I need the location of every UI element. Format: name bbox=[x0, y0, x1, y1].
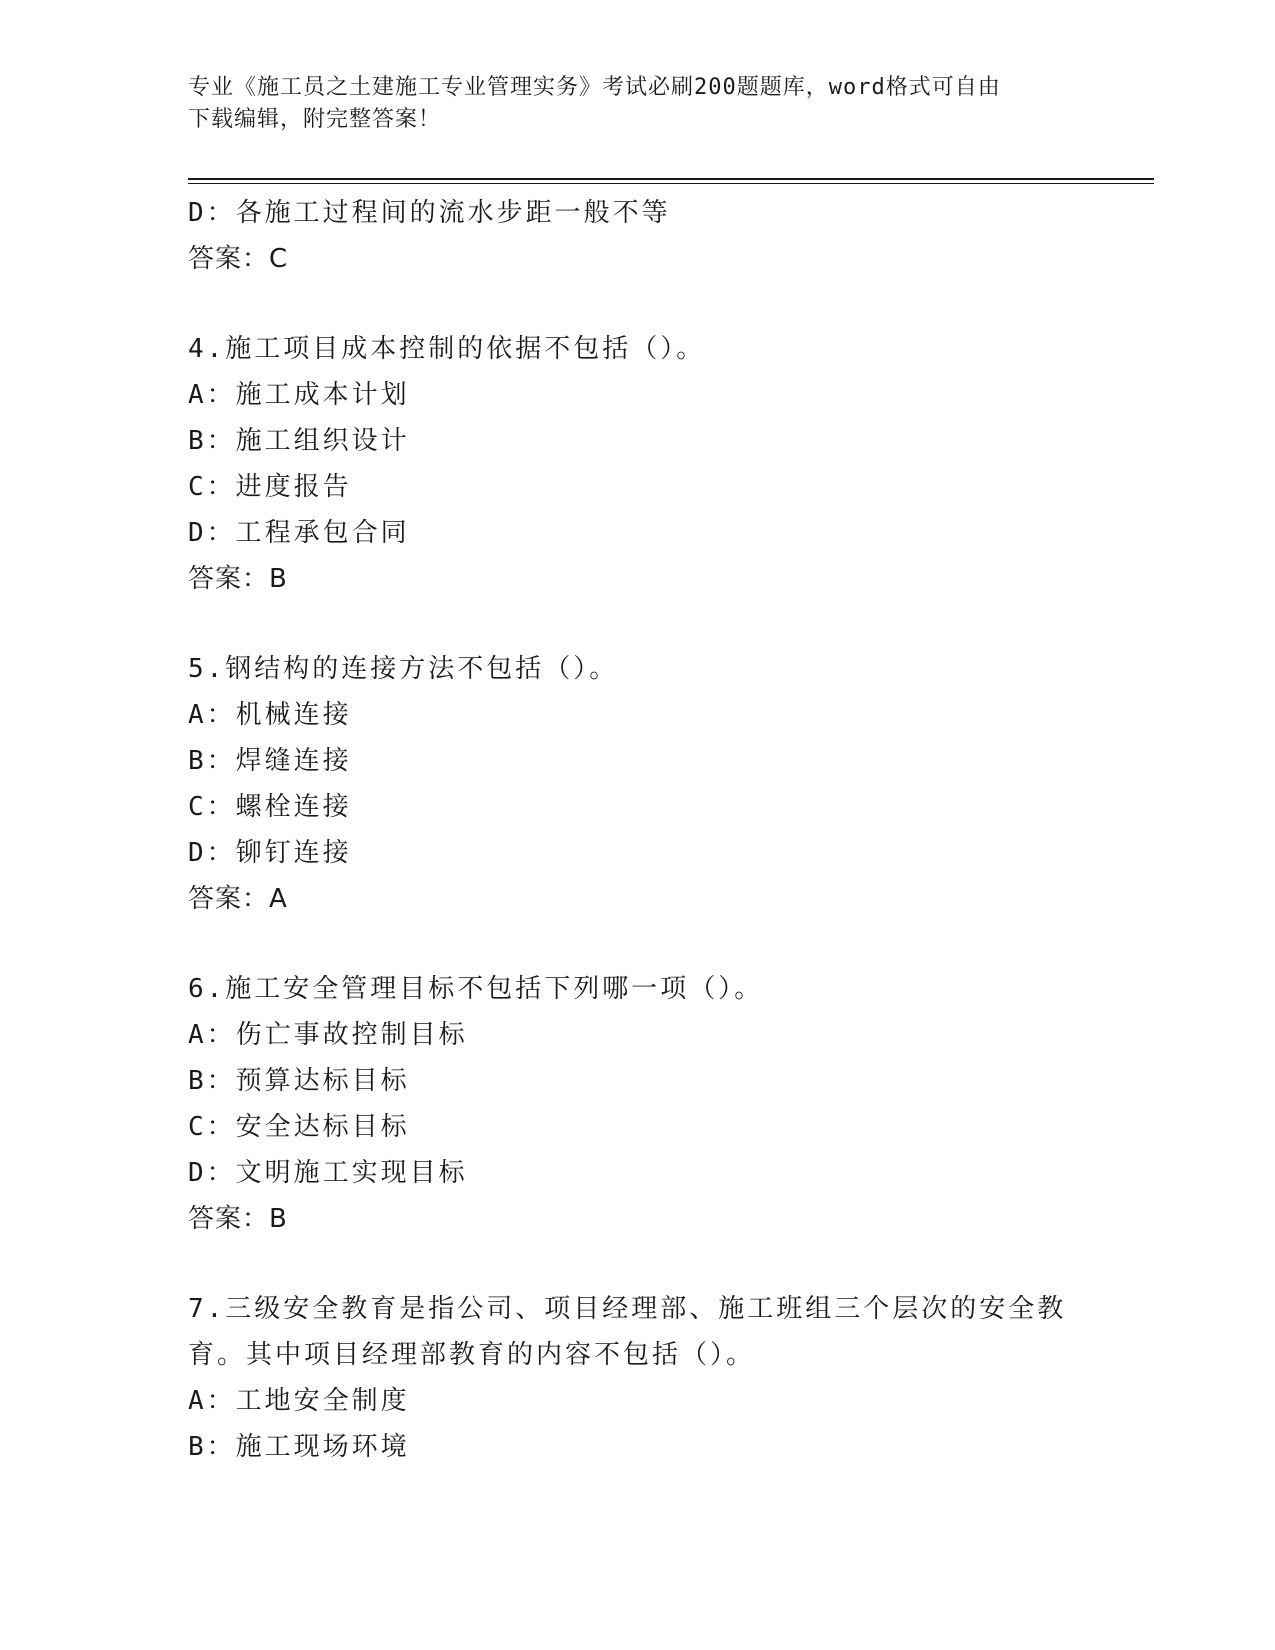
header-divider-thick bbox=[188, 178, 1154, 180]
answer: 答案：B bbox=[188, 564, 288, 594]
header-line-2: 下载编辑，附完整答案！ bbox=[188, 107, 442, 132]
question-7 bbox=[188, 1286, 1108, 1470]
option-a: A：施工成本计划 bbox=[188, 380, 410, 410]
question-6 bbox=[188, 966, 1108, 1242]
spacer bbox=[188, 282, 1108, 326]
answer: 答案：A bbox=[188, 884, 288, 914]
q3-option-d: D：各施工过程间的流水步距一般不等 bbox=[188, 198, 671, 228]
question-stem-line-1: 7.三级安全教育是指公司、项目经理部、施工班组三个层次的安全教 bbox=[188, 1294, 1067, 1324]
option-a: A：机械连接 bbox=[188, 700, 352, 730]
document-header bbox=[188, 72, 1068, 136]
spacer bbox=[188, 922, 1108, 966]
option-c: C：螺栓连接 bbox=[188, 792, 352, 822]
spacer bbox=[188, 602, 1108, 646]
question-list bbox=[188, 190, 1108, 1470]
header-line-1: 专业《施工员之土建施工专业管理实务》考试必刷200题题库，word格式可自由 bbox=[188, 75, 1001, 100]
header-divider-thin bbox=[188, 183, 1154, 184]
option-b: B：施工现场环境 bbox=[188, 1432, 410, 1462]
option-c: C：安全达标目标 bbox=[188, 1112, 410, 1142]
question-stem: 5.钢结构的连接方法不包括（）。 bbox=[188, 654, 619, 684]
q3-answer: 答案：C bbox=[188, 244, 289, 274]
option-a: A：伤亡事故控制目标 bbox=[188, 1020, 468, 1050]
question-stem: 4.施工项目成本控制的依据不包括（）。 bbox=[188, 334, 706, 364]
option-b: B：施工组织设计 bbox=[188, 426, 410, 456]
answer: 答案：B bbox=[188, 1204, 288, 1234]
option-b: B：预算达标目标 bbox=[188, 1066, 410, 1096]
question-5 bbox=[188, 646, 1108, 922]
spacer bbox=[188, 1242, 1108, 1286]
option-d: D：铆钉连接 bbox=[188, 838, 352, 868]
option-b: B：焊缝连接 bbox=[188, 746, 352, 776]
option-d: D：工程承包合同 bbox=[188, 518, 410, 548]
option-d: D：文明施工实现目标 bbox=[188, 1158, 468, 1188]
question-stem-line-2: 育。其中项目经理部教育的内容不包括（）。 bbox=[188, 1340, 756, 1370]
question-4 bbox=[188, 326, 1108, 602]
option-c: C：进度报告 bbox=[188, 472, 352, 502]
option-a: A：工地安全制度 bbox=[188, 1386, 410, 1416]
question-stem: 6.施工安全管理目标不包括下列哪一项（）。 bbox=[188, 974, 764, 1004]
